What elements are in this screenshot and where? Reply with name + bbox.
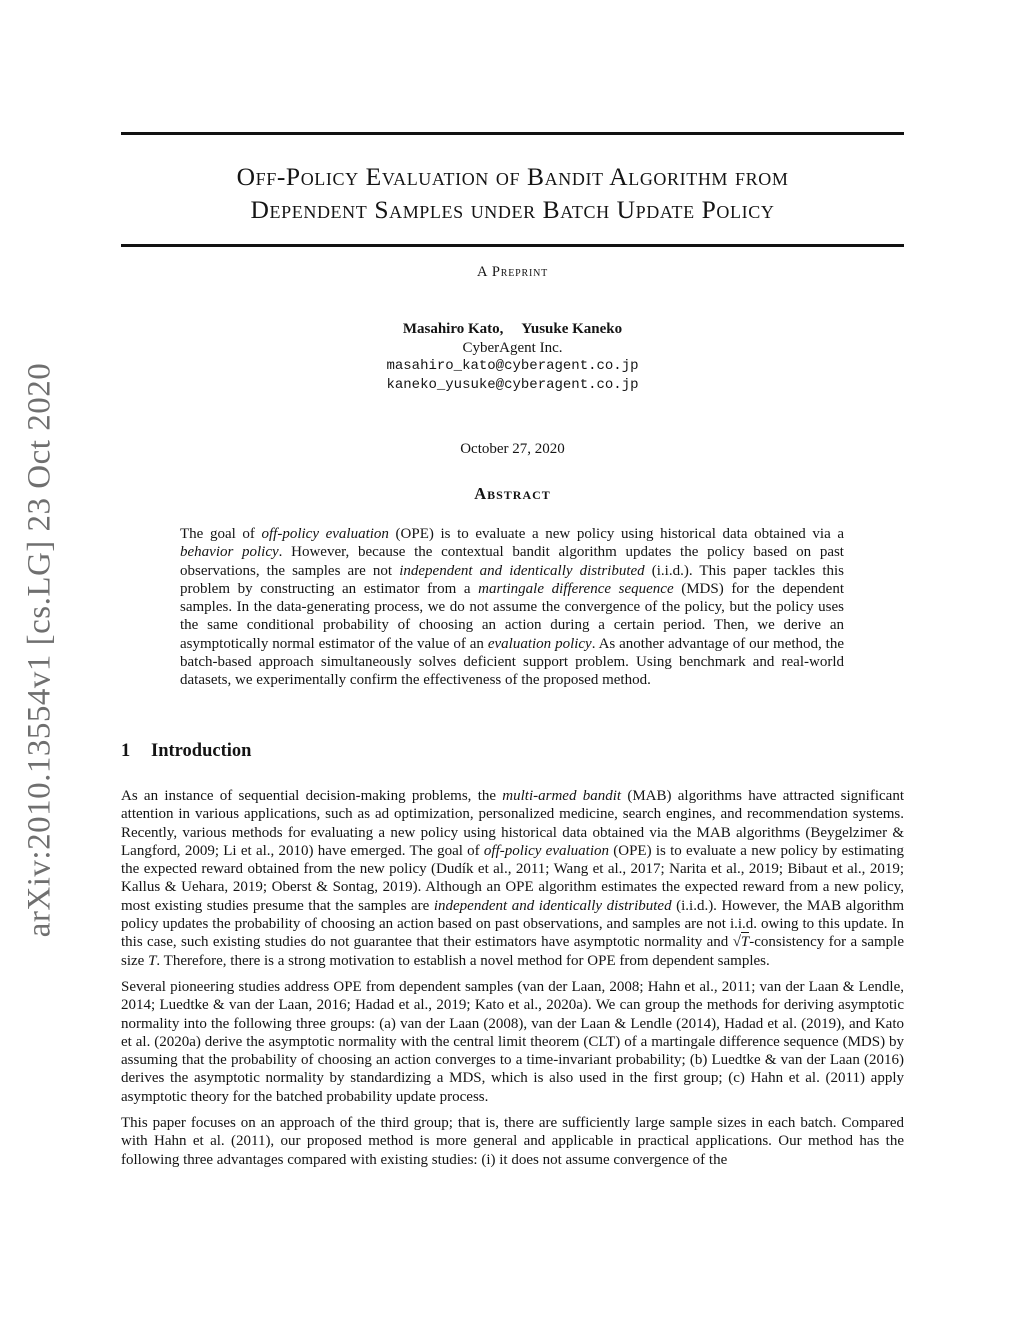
author-names [121, 320, 904, 339]
title-line-1: Off-Policy Evaluation of Bandit Algorithm from [236, 162, 789, 191]
section-number: 1 [121, 741, 131, 761]
author-name: Yusuke Kaneko [521, 321, 623, 337]
sqrt-expression: √T [732, 934, 750, 951]
section-title: Introduction [151, 741, 252, 761]
paragraph: Several pioneering studies address OPE from dependent samples (van der Laan, 2008; Hahn et al., 2011; van der Laan & Lendle, 2014; Luedtke & van der Laan, 2016; Hadad et al., 2019; Kato et al., 2020a). We can group the methods for deriving asymptotic normality into the following three groups: (a) van der Laan (2008), van der Laan & Lendle (2014), Hadad et al. (2019), and Kato et al. (2020a) derive the asymptotic normality with the central limit theorem (CLT) of a martingale difference sequence (MDS) by assuming that the probability of choosing an action converges to a time-invariant probability; (b) Luedtke & van der Laan (2016) derives the asymptotic normality by standardizing a MDS, which is also used in the first group; (c) Hahn et al. (2011) apply asymptotic theory for the batched probability update process. [121, 978, 904, 1105]
paper-date: October 27, 2020 [460, 441, 565, 457]
author-email: masahiro_kato@cyberagent.co.jp [386, 358, 639, 374]
author-block [121, 320, 904, 394]
preprint-label: A Preprint [476, 264, 549, 280]
paragraph: As an instance of sequential decision-making problems, the multi-armed bandit (MAB) algorithms have attracted significant attention in various applications, such as ad optimization, personalized medicine, search engines, and recommendation systems. Recently, various methods for evaluating a new policy using historical data obtained via the MAB algorithms (Beygelzimer & Langford, 2009; Li et al., 2010) have emerged. The goal of off-policy evaluation (OPE) is to evaluate a new policy by estimating the expected reward obtained from the new policy (Dudík et al., 2011; Wang et al., 2017; Narita et al., 2019; Bibaut et al., 2019; Kallus & Uehara, 2019; Oberst & Sontag, 2019). Although an OPE algorithm estimates the expected reward from a new policy, most existing studies presume that the samples are independent and identically distributed (i.i.d.). However, the MAB algorithm policy updates the probability of choosing an action based on past observations, and samples are not i.i.d. owing to this update. In this case, such existing studies do not guarantee that their estimators have asymptotic normality and √T-consistency for a sample size T. Therefore, there is a strong motivation to establish a novel method for OPE from dependent samples. [121, 788, 905, 969]
title-line-2: Dependent Samples under Batch Update Policy [250, 195, 775, 224]
affiliation: CyberAgent Inc. [462, 339, 563, 356]
paper-title [121, 160, 904, 226]
arxiv-sidebar-stamp [10, 350, 70, 950]
paragraph: This paper focuses on an approach of the third group; that is, there are sufficiently large sample sizes in each batch. Compared with Hahn et al. (2011), our proposed method is more general and applicable in practical applications. Our method has the following three advantages compared with existing studies: (i) it does not assume convergence of the [121, 1115, 904, 1168]
section-heading-introduction [121, 741, 251, 762]
title-bottom-rule [121, 244, 904, 247]
title-top-rule [121, 132, 904, 135]
introduction-body [121, 787, 904, 1177]
author-name: Masahiro Kato, [402, 321, 504, 337]
author-email: kaneko_yusuke@cyberagent.co.jp [386, 376, 639, 393]
abstract-text: The goal of off-policy evaluation (OPE) is to evaluate a new policy using historical data obtained via a behavior policy. However, because the contextual bandit algorithm updates the policy based on past observations, the samples are not independent and identically distributed (i.i.d.). This paper tackles this problem by constructing an estimator from a martingale difference sequence (MDS) for the dependent samples. In the data-generating process, we do not assume the convergence of the policy, but the policy uses the same conditional probability of choosing an action during a certain period. Then, we derive an asymptotically normal estimator of the value of an evaluation policy. As another advantage of our method, the batch-based approach simultaneously solves deficient support problem. Using benchmark and real-world datasets, we experimentally confirm the effectiveness of the proposed method. [180, 526, 845, 689]
arxiv-identifier: arXiv:2010.13554v1 [cs.LG] 23 Oct 2020 [21, 362, 58, 938]
abstract-heading: Abstract [474, 484, 551, 503]
